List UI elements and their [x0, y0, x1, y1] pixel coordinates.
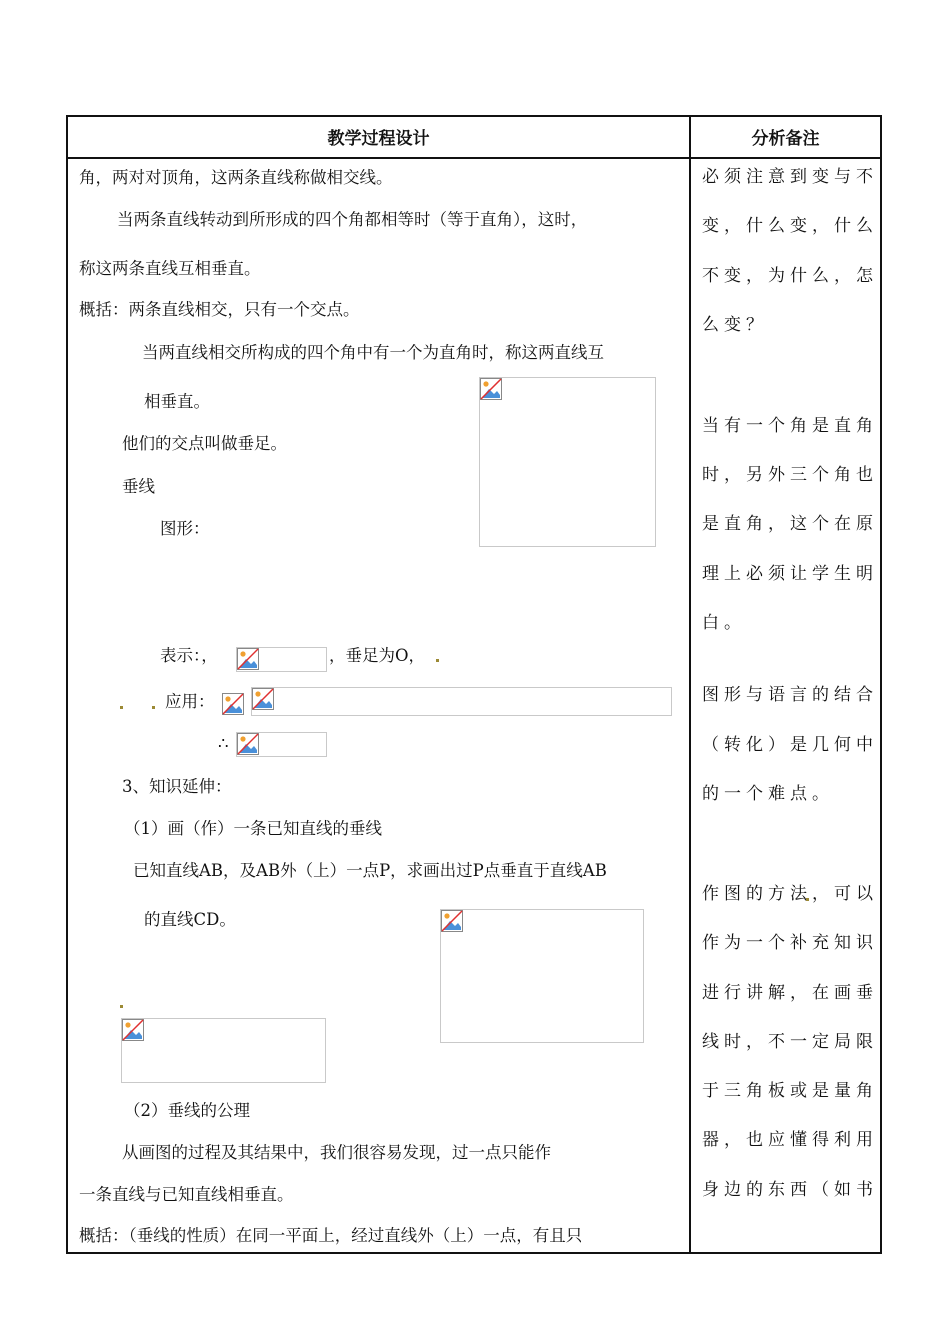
stray-mark: [120, 706, 123, 709]
text-line-10b: ，垂足为O，: [329, 646, 426, 665]
text-line-5: 当两直线相交所构成的四个角中有一个为直角时，称这两直线互: [142, 343, 604, 362]
table-border-middle: [689, 115, 691, 1254]
note-line-18: 器，也应懂得利用: [702, 1130, 878, 1150]
text-line-11: 应用：: [165, 692, 215, 711]
table-border-left: [66, 115, 68, 1254]
table-border-header: [66, 157, 882, 159]
note-line-6: 时，另外三个角也: [702, 465, 878, 485]
text-line-16: 的直线CD。: [144, 910, 236, 929]
stray-mark: [120, 1005, 123, 1008]
note-line-5: 当有一个角是直角: [702, 416, 878, 436]
note-line-10: 图形与语言的结合: [702, 685, 878, 705]
text-line-8: 垂线: [122, 477, 155, 496]
text-line-3: 称这两条直线互相垂直。: [79, 259, 261, 278]
note-line-15: 进行讲解，在画垂: [702, 983, 878, 1003]
notation-image-placeholder: [236, 647, 327, 672]
text-line-2: 当两条直线转动到所形成的四个角都相等时（等于直角），这时，: [117, 210, 588, 229]
text-line-14: （1）画（作）一条已知直线的垂线: [124, 819, 382, 838]
note-line-8: 理上必须让学生明: [702, 564, 878, 584]
drawing-image-placeholder: [121, 1018, 326, 1083]
note-line-7: 是直角，这个在原: [702, 514, 878, 534]
text-line-18: 从画图的过程及其结果中，我们很容易发现，过一点只能作: [122, 1143, 551, 1162]
figure-image-placeholder: [479, 377, 656, 547]
broken-image-icon: [237, 648, 259, 670]
header-analysis-notes: 分析备注: [751, 129, 820, 149]
text-line-1: 角，两对对顶角，这两条直线称做相交线。: [79, 168, 393, 187]
apply-wide-image-placeholder: [251, 687, 672, 716]
text-line-12: ∴: [218, 734, 229, 753]
note-line-3: 不变，为什么，怎: [702, 266, 878, 286]
note-line-1: 必须注意到变与不: [702, 167, 878, 187]
text-line-10a: 表示：，: [160, 646, 218, 665]
note-line-9: 白。: [702, 613, 746, 633]
stray-mark: [152, 706, 155, 709]
broken-image-icon: [252, 688, 274, 710]
note-line-13: 作图的方法，可以: [702, 884, 878, 904]
text-line-13: 3、知识延伸：: [122, 777, 232, 796]
note-line-14: 作为一个补充知识: [702, 933, 878, 953]
text-line-15: 已知直线AB，及AB外（上）一点P，求画出过P点垂直于直线AB: [133, 861, 607, 880]
note-line-4: 么变？: [702, 315, 768, 335]
construction-image-placeholder: [440, 909, 644, 1043]
table-border-bottom: [66, 1252, 882, 1254]
text-line-7: 他们的交点叫做垂足。: [122, 434, 287, 453]
stray-mark: [436, 659, 439, 662]
text-line-4: 概括：两条直线相交，只有一个交点。: [79, 300, 360, 319]
note-line-2: 变，什么变，什么: [702, 216, 878, 236]
apply-small-image-placeholder: [222, 693, 244, 715]
text-line-6: 相垂直。: [144, 392, 210, 411]
text-line-20: 概括：（垂线的性质）在同一平面上，经过直线外（上）一点，有且只: [79, 1226, 583, 1245]
broken-image-icon: [480, 378, 502, 400]
note-line-19: 身边的东西（如书: [702, 1180, 878, 1200]
text-line-9: 图形：: [160, 519, 210, 538]
broken-image-icon: [237, 733, 259, 755]
broken-image-icon: [441, 910, 463, 932]
broken-image-icon: [122, 1019, 144, 1041]
text-line-17: （2）垂线的公理: [124, 1101, 250, 1120]
note-line-17: 于三角板或是量角: [702, 1081, 878, 1101]
table-border-right: [880, 115, 882, 1254]
broken-image-icon: [222, 693, 244, 715]
note-line-11: （转化）是几何中: [702, 735, 878, 755]
table-border-top: [66, 115, 882, 117]
header-teaching-process: 教学过程设计: [327, 129, 430, 149]
therefore-image-placeholder: [236, 732, 327, 757]
text-line-19: 一条直线与已知直线相垂直。: [79, 1185, 294, 1204]
note-line-16: 线时，不一定局限: [702, 1032, 878, 1052]
note-line-12: 的一个难点。: [702, 784, 834, 804]
